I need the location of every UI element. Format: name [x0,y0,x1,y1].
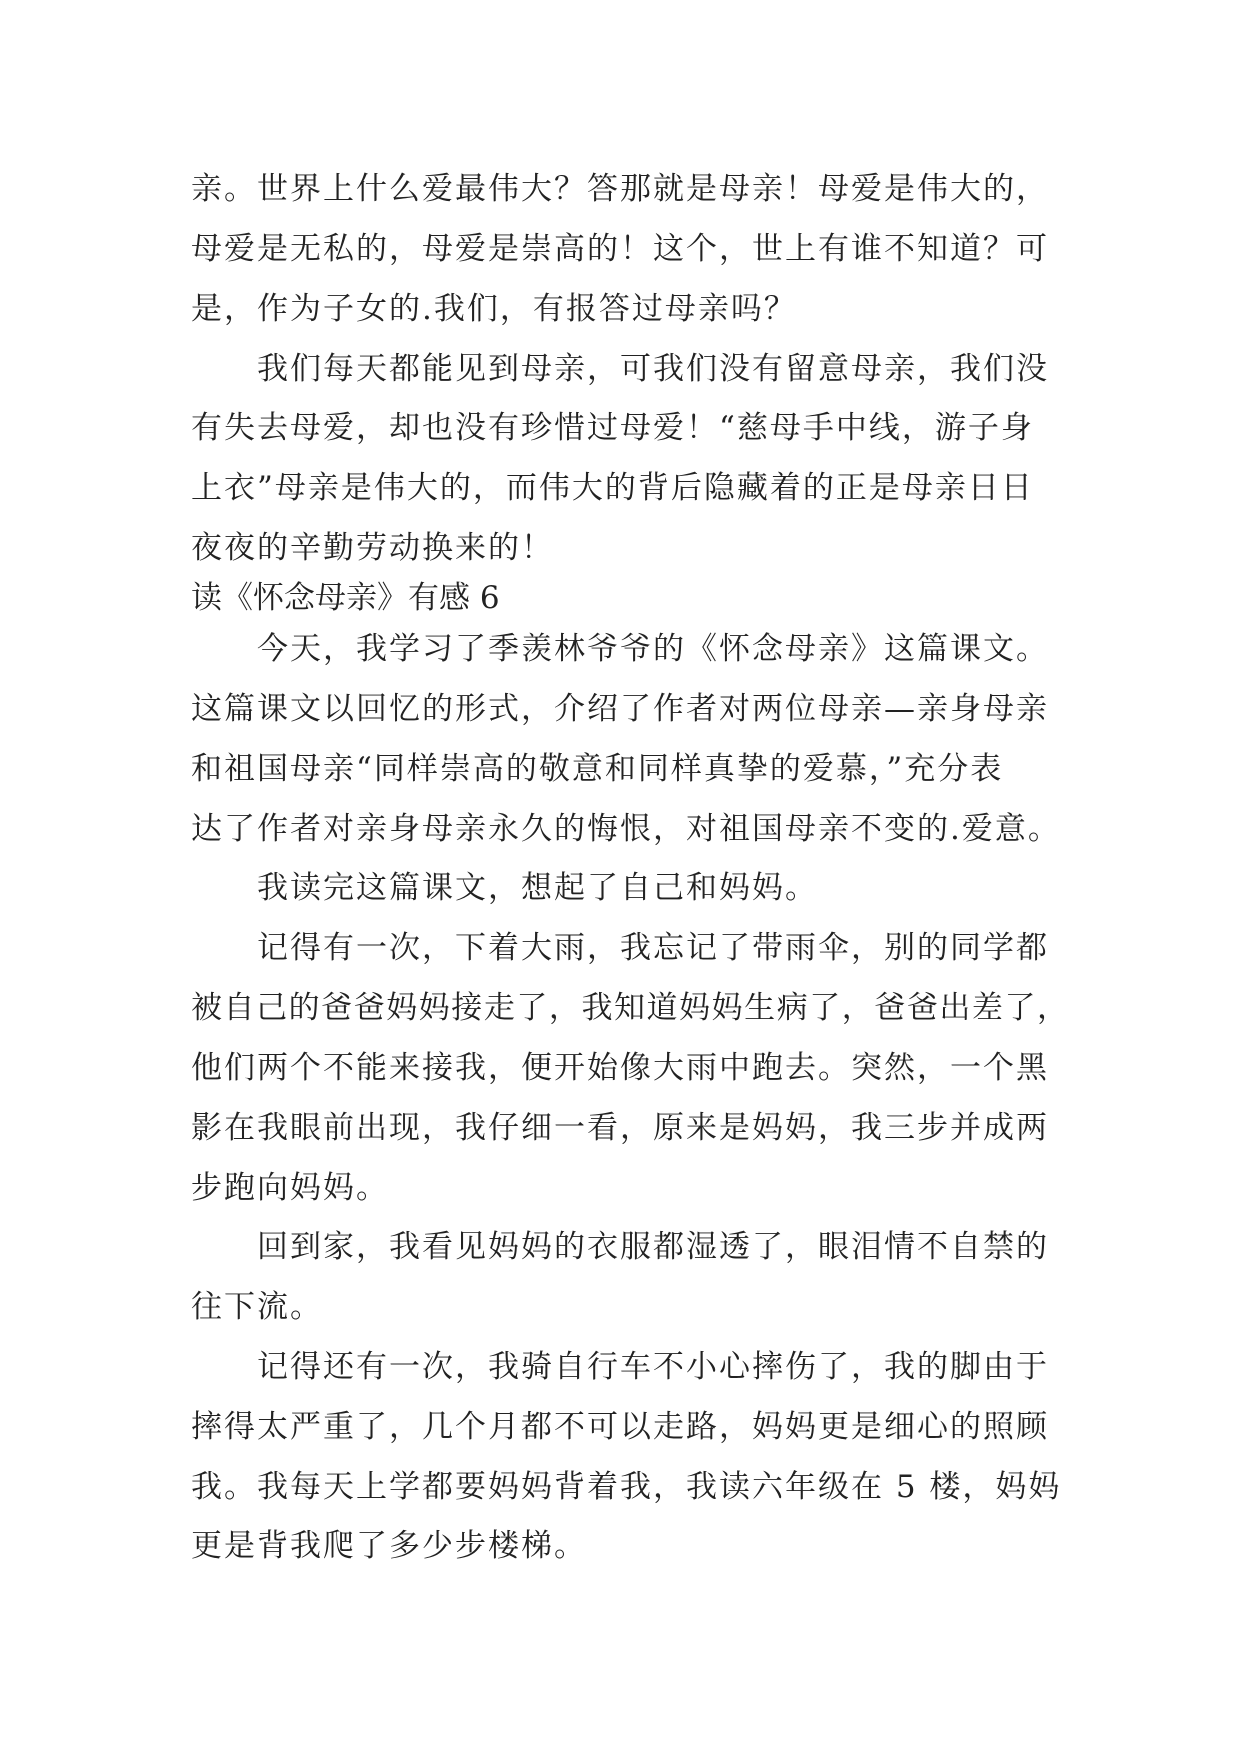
text-line: 上衣”母亲是伟大的，而伟大的背后隐藏着的正是母亲日日 [191,470,1034,506]
section-heading: 读《怀念母亲》有感 6 [191,580,500,616]
text-line: 摔得太严重了，几个月都不可以走路，妈妈更是细心的照顾 [191,1409,1049,1445]
text-line: 母爱是无私的，母爱是崇高的！这个，世上有谁不知道？可 [191,231,1049,267]
text-line: 被自己的爸爸妈妈接走了，我知道妈妈生病了，爸爸出差了， [191,990,1070,1026]
text-line: 我。我每天上学都要妈妈背着我，我读六年级在 5 楼，妈妈 [191,1469,1062,1505]
text-line: 他们两个不能来接我，便开始像大雨中跑去。突然，一个黑 [191,1050,1049,1086]
text-line: 亲。世界上什么爱最伟大？答那就是母亲！母爱是伟大的， [191,171,1049,207]
text-line: 更是背我爬了多少步楼梯。 [191,1528,587,1564]
paragraph-first-line: 我们每天都能见到母亲，可我们没有留意母亲，我们没 [257,351,1049,387]
text-line: 步跑向妈妈。 [191,1170,389,1206]
text-line: 是，作为子女的.我们，有报答过母亲吗？ [191,291,797,327]
text-line: 影在我眼前出现，我仔细一看，原来是妈妈，我三步并成两 [191,1110,1049,1146]
text-line: 达了作者对亲身母亲永久的悔恨，对祖国母亲不变的.爱意。 [191,811,1061,847]
text-line: 这篇课文以回忆的形式，介绍了作者对两位母亲—亲身母亲 [191,691,1049,727]
text-line: 和祖国母亲“同样崇高的敬意和同样真挚的爱慕，”充分表 [191,751,1004,787]
paragraph-first-line: 今天，我学习了季羡林爷爷的《怀念母亲》这篇课文。 [257,631,1049,667]
text-line: 夜夜的辛勤劳动换来的！ [191,530,554,566]
paragraph-first-line: 回到家，我看见妈妈的衣服都湿透了，眼泪情不自禁的 [257,1229,1049,1265]
text-line: 往下流。 [191,1289,323,1325]
paragraph-first-line: 记得还有一次，我骑自行车不小心摔伤了，我的脚由于 [257,1349,1049,1385]
text-line: 有失去母爱，却也没有珍惜过母爱！“慈母手中线，游子身 [191,410,1034,446]
paragraph-first-line: 我读完这篇课文，想起了自己和妈妈。 [257,870,818,906]
paragraph-first-line: 记得有一次，下着大雨，我忘记了带雨伞，别的同学都 [257,930,1049,966]
